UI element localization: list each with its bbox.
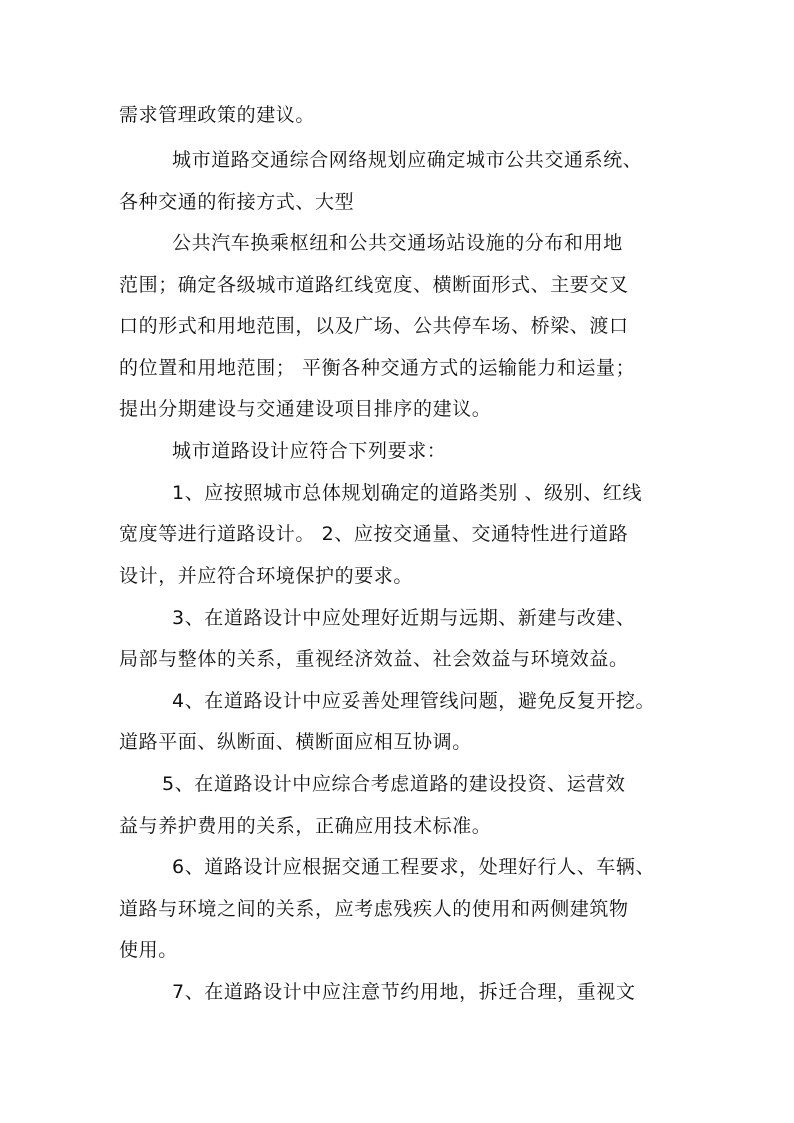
- text-line: 道路与环境之间的关系，应考虑残疾人的使用和两侧建筑物: [119, 898, 629, 920]
- text-line: 口的形式和用地范围，以及广场、公共停车场、桥梁、渡口: [119, 315, 629, 337]
- text-line: 范围；确定各级城市道路红线宽度、横断面形式、主要交叉: [119, 274, 629, 296]
- text-line: 使用。: [119, 939, 178, 961]
- text-line: 6、道路设计应根据交通工程要求，处理好行人、车辆、: [172, 856, 656, 878]
- text-line: 城市道路设计应符合下列要求：: [172, 440, 447, 462]
- text-line: 3、在道路设计中应处理好近期与远期、新建与改建、: [172, 607, 636, 629]
- text-line: 1、应按照城市总体规划确定的道路类别 、级别、红线: [172, 482, 643, 504]
- text-line: 城市道路交通综合网络规划应确定城市公共交通系统、: [172, 149, 643, 171]
- text-line: 5、在道路设计中应综合考虑道路的建设投资、运营效: [162, 773, 626, 795]
- text-line: 公共汽车换乘枢纽和公共交通场站设施的分布和用地: [172, 232, 623, 254]
- text-line: 设计，并应符合环境保护的要求。: [119, 565, 414, 587]
- text-line: 的位置和用地范围； 平衡各种交通方式的运输能力和运量；: [119, 357, 636, 379]
- text-line: 提出分期建设与交通建设项目排序的建议。: [119, 398, 492, 420]
- text-line: 7、在道路设计中应注意节约用地，拆迁合理，重视文: [172, 981, 636, 1003]
- text-line: 局部与整体的关系，重视经济效益、社会效益与环境效益。: [119, 648, 629, 670]
- text-line: 益与养护费用的关系，正确应用技术标准。: [119, 815, 492, 837]
- text-line: 需求管理政策的建议。: [119, 104, 316, 126]
- text-line: 4、在道路设计中应妥善处理管线问题，避免反复开挖。: [172, 690, 656, 712]
- text-line: 宽度等进行道路设计。 2、应按交通量、交通特性进行道路: [119, 523, 629, 545]
- text-line: 各种交通的衔接方式、大型: [119, 191, 355, 213]
- text-line: 道路平面、纵断面、横断面应相互协调。: [119, 731, 472, 753]
